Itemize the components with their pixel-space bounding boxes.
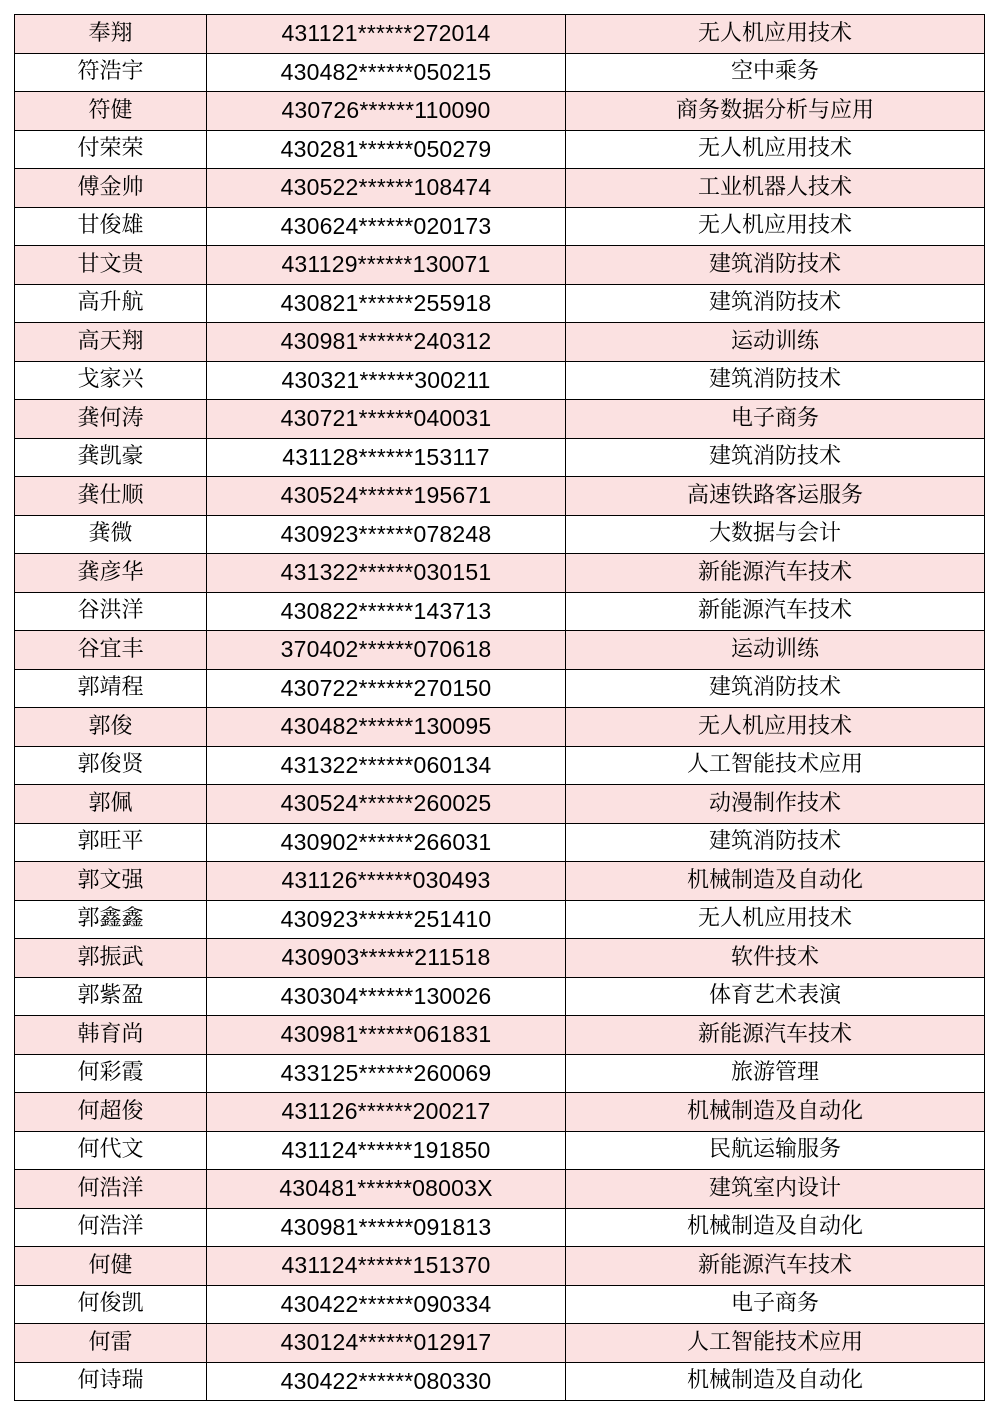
- student-name-cell: 韩育尚: [15, 1016, 207, 1055]
- student-name-cell: 何健: [15, 1247, 207, 1286]
- major-cell: 建筑消防技术: [566, 284, 985, 323]
- table-row: [15, 1093, 985, 1132]
- id-number-cell: 430981******091813: [207, 1208, 566, 1247]
- student-name-cell: 郭振武: [15, 939, 207, 978]
- major-cell: 新能源汽车技术: [566, 1016, 985, 1055]
- table-row: [15, 785, 985, 824]
- table-row: [15, 900, 985, 939]
- table-row: [15, 1016, 985, 1055]
- student-roster-table: [14, 14, 985, 1401]
- major-cell: 无人机应用技术: [566, 708, 985, 747]
- major-cell: 无人机应用技术: [566, 207, 985, 246]
- table-row: [15, 15, 985, 54]
- student-name-cell: 何超俊: [15, 1093, 207, 1132]
- major-cell: 新能源汽车技术: [566, 1247, 985, 1286]
- student-name-cell: 龚仕顺: [15, 477, 207, 516]
- table-row: [15, 1285, 985, 1324]
- id-number-cell: 430822******143713: [207, 592, 566, 631]
- student-name-cell: 高天翔: [15, 323, 207, 362]
- major-cell: 大数据与会计: [566, 515, 985, 554]
- student-name-cell: 龚彦华: [15, 554, 207, 593]
- student-name-cell: 龚微: [15, 515, 207, 554]
- roster-body: [15, 15, 985, 1401]
- major-cell: 运动训练: [566, 323, 985, 362]
- major-cell: 无人机应用技术: [566, 130, 985, 169]
- table-row: [15, 1054, 985, 1093]
- id-number-cell: 430482******050215: [207, 53, 566, 92]
- student-name-cell: 甘文贵: [15, 246, 207, 285]
- id-number-cell: 431129******130071: [207, 246, 566, 285]
- major-cell: 动漫制作技术: [566, 785, 985, 824]
- major-cell: 空中乘务: [566, 53, 985, 92]
- id-number-cell: 430482******130095: [207, 708, 566, 747]
- student-name-cell: 郭鑫鑫: [15, 900, 207, 939]
- major-cell: 建筑消防技术: [566, 669, 985, 708]
- id-number-cell: 430422******080330: [207, 1362, 566, 1401]
- id-number-cell: 431124******151370: [207, 1247, 566, 1286]
- table-row: [15, 53, 985, 92]
- major-cell: 人工智能技术应用: [566, 746, 985, 785]
- student-name-cell: 符浩宇: [15, 53, 207, 92]
- student-name-cell: 高升航: [15, 284, 207, 323]
- student-name-cell: 郭文强: [15, 862, 207, 901]
- major-cell: 电子商务: [566, 400, 985, 439]
- major-cell: 民航运输服务: [566, 1131, 985, 1170]
- table-row: [15, 130, 985, 169]
- id-number-cell: 430124******012917: [207, 1324, 566, 1363]
- major-cell: 建筑消防技术: [566, 438, 985, 477]
- id-number-cell: 430522******108474: [207, 169, 566, 208]
- id-number-cell: 431322******030151: [207, 554, 566, 593]
- table-row: [15, 207, 985, 246]
- student-name-cell: 甘俊雄: [15, 207, 207, 246]
- major-cell: 工业机器人技术: [566, 169, 985, 208]
- id-number-cell: 430821******255918: [207, 284, 566, 323]
- id-number-cell: 430524******195671: [207, 477, 566, 516]
- table-row: [15, 1170, 985, 1209]
- table-row: [15, 592, 985, 631]
- table-row: [15, 92, 985, 131]
- table-row: [15, 554, 985, 593]
- table-row: [15, 1362, 985, 1401]
- major-cell: 商务数据分析与应用: [566, 92, 985, 131]
- student-name-cell: 龚何涛: [15, 400, 207, 439]
- table-row: [15, 823, 985, 862]
- table-row: [15, 400, 985, 439]
- id-number-cell: 431128******153117: [207, 438, 566, 477]
- major-cell: 建筑室内设计: [566, 1170, 985, 1209]
- major-cell: 建筑消防技术: [566, 246, 985, 285]
- id-number-cell: 430902******266031: [207, 823, 566, 862]
- id-number-cell: 431124******191850: [207, 1131, 566, 1170]
- table-row: [15, 284, 985, 323]
- table-row: [15, 323, 985, 362]
- student-name-cell: 郭俊: [15, 708, 207, 747]
- id-number-cell: 430923******078248: [207, 515, 566, 554]
- table-row: [15, 361, 985, 400]
- id-number-cell: 430923******251410: [207, 900, 566, 939]
- major-cell: 体育艺术表演: [566, 977, 985, 1016]
- id-number-cell: 370402******070618: [207, 631, 566, 670]
- id-number-cell: 430903******211518: [207, 939, 566, 978]
- table-row: [15, 862, 985, 901]
- student-name-cell: 何浩洋: [15, 1170, 207, 1209]
- id-number-cell: 433125******260069: [207, 1054, 566, 1093]
- id-number-cell: 430981******240312: [207, 323, 566, 362]
- table-row: [15, 438, 985, 477]
- major-cell: 无人机应用技术: [566, 15, 985, 54]
- id-number-cell: 431322******060134: [207, 746, 566, 785]
- major-cell: 机械制造及自动化: [566, 1208, 985, 1247]
- table-row: [15, 246, 985, 285]
- table-row: [15, 669, 985, 708]
- major-cell: 建筑消防技术: [566, 361, 985, 400]
- table-row: [15, 1208, 985, 1247]
- id-number-cell: 430726******110090: [207, 92, 566, 131]
- major-cell: 机械制造及自动化: [566, 862, 985, 901]
- student-name-cell: 郭靖程: [15, 669, 207, 708]
- table-row: [15, 746, 985, 785]
- id-number-cell: 430624******020173: [207, 207, 566, 246]
- student-name-cell: 符健: [15, 92, 207, 131]
- student-name-cell: 郭佩: [15, 785, 207, 824]
- id-number-cell: 430422******090334: [207, 1285, 566, 1324]
- id-number-cell: 430721******040031: [207, 400, 566, 439]
- student-name-cell: 傅金帅: [15, 169, 207, 208]
- table-row: [15, 1247, 985, 1286]
- table-row: [15, 939, 985, 978]
- student-name-cell: 奉翔: [15, 15, 207, 54]
- major-cell: 运动训练: [566, 631, 985, 670]
- table-row: [15, 631, 985, 670]
- table-row: [15, 708, 985, 747]
- roster-sheet: [14, 14, 984, 1401]
- student-name-cell: 何代文: [15, 1131, 207, 1170]
- id-number-cell: 431121******272014: [207, 15, 566, 54]
- major-cell: 软件技术: [566, 939, 985, 978]
- table-row: [15, 1324, 985, 1363]
- student-name-cell: 郭紫盈: [15, 977, 207, 1016]
- student-name-cell: 龚凯豪: [15, 438, 207, 477]
- major-cell: 新能源汽车技术: [566, 554, 985, 593]
- table-row: [15, 1131, 985, 1170]
- student-name-cell: 何彩霞: [15, 1054, 207, 1093]
- id-number-cell: 430281******050279: [207, 130, 566, 169]
- id-number-cell: 431126******200217: [207, 1093, 566, 1132]
- major-cell: 旅游管理: [566, 1054, 985, 1093]
- major-cell: 建筑消防技术: [566, 823, 985, 862]
- table-row: [15, 169, 985, 208]
- student-name-cell: 何俊凯: [15, 1285, 207, 1324]
- major-cell: 新能源汽车技术: [566, 592, 985, 631]
- student-name-cell: 戈家兴: [15, 361, 207, 400]
- major-cell: 人工智能技术应用: [566, 1324, 985, 1363]
- major-cell: 无人机应用技术: [566, 900, 985, 939]
- table-row: [15, 977, 985, 1016]
- id-number-cell: 430321******300211: [207, 361, 566, 400]
- id-number-cell: 430722******270150: [207, 669, 566, 708]
- id-number-cell: 431126******030493: [207, 862, 566, 901]
- student-name-cell: 郭俊贤: [15, 746, 207, 785]
- major-cell: 高速铁路客运服务: [566, 477, 985, 516]
- id-number-cell: 430981******061831: [207, 1016, 566, 1055]
- student-name-cell: 付荣荣: [15, 130, 207, 169]
- student-name-cell: 何浩洋: [15, 1208, 207, 1247]
- table-row: [15, 515, 985, 554]
- id-number-cell: 430481******08003X: [207, 1170, 566, 1209]
- student-name-cell: 郭旺平: [15, 823, 207, 862]
- id-number-cell: 430524******260025: [207, 785, 566, 824]
- student-name-cell: 谷宜丰: [15, 631, 207, 670]
- major-cell: 机械制造及自动化: [566, 1093, 985, 1132]
- student-name-cell: 谷洪洋: [15, 592, 207, 631]
- major-cell: 机械制造及自动化: [566, 1362, 985, 1401]
- student-name-cell: 何诗瑞: [15, 1362, 207, 1401]
- student-name-cell: 何雷: [15, 1324, 207, 1363]
- id-number-cell: 430304******130026: [207, 977, 566, 1016]
- table-row: [15, 477, 985, 516]
- major-cell: 电子商务: [566, 1285, 985, 1324]
